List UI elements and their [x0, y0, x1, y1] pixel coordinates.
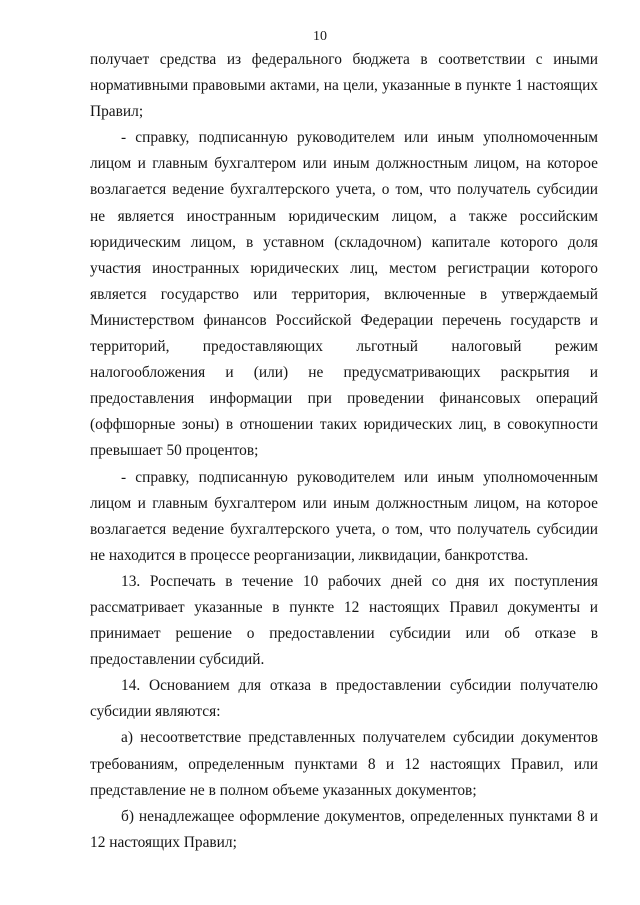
paragraph-certificate-foreign-entity: - справку, подписанную руководителем или иным уполномоченным лицом и главным бухгалтером или иным должностным лицом, на которое возлагается ведение бухгалтерского учета, о том, что получатель субсидии не является иностранным юридическим лицом, а также российским юридическим лицом, в уставном (складочном) капитале которого доля участия иностранных юридических лиц, местом регистрации которого является государство или территория, включенные в утверждаемый Министерством финансов Российской Федерации перечень государств и территорий, предоставляющих льготный налоговый режим налогообложения и (или) не предусматривающих раскрытия и предоставления информации при проведении финансовых операций (оффшорные зоны) в отношении таких юридических лиц, в совокупности превышает 50 процентов;: [90, 129, 598, 460]
document-body: [90, 47, 598, 856]
paragraph-item-13: 13. Роспечать в течение 10 рабочих дней со дня их поступления рассматривает указанные в пункте 12 настоящих Правил документы и принимает решение о предоставлении субсидии или об отказе в предоставлении субсидий.: [90, 572, 598, 669]
paragraph-continuation: получает средства из федерального бюджета в соответствии с иными нормативными правовыми актами, на цели, указанные в пункте 1 настоящих Правил;: [90, 51, 598, 121]
paragraph-item-14-a: а) несоответствие представленных получателем субсидии документов требованиям, определенным пунктами 8 и 12 настоящих Правил, или представление не в полном объеме указанных документов;: [90, 729, 598, 799]
paragraph-item-14: 14. Основанием для отказа в предоставлении субсидии получателю субсидии являются:: [90, 677, 598, 721]
paragraph-item-14-b: б) ненадлежащее оформление документов, определенных пунктами 8 и 12 настоящих Правил;: [90, 807, 598, 851]
page-number: 10: [313, 29, 327, 44]
paragraph-certificate-reorganization: - справку, подписанную руководителем или иным уполномоченным лицом и главным бухгалтером или иным должностным лицом, на которое возлагается ведение бухгалтерского учета, о том, что получатель субсидии не находится в процессе реорганизации, ликвидации, банкротства.: [90, 468, 598, 564]
